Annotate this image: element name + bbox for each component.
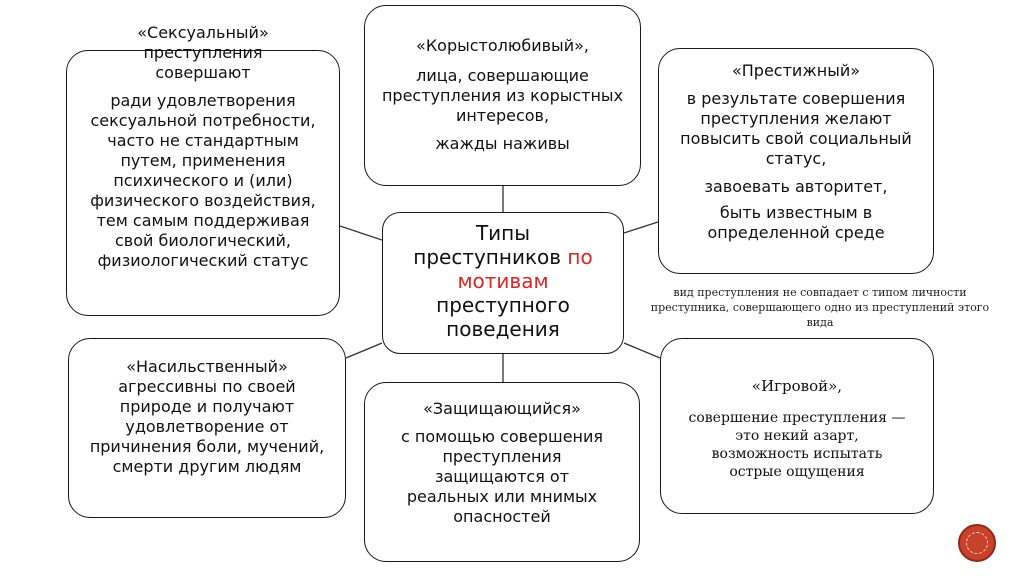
center-line-5: поведения — [446, 317, 560, 341]
type-box-violent — [68, 338, 346, 518]
seal-ring — [966, 532, 988, 554]
sexual-title: «Сексуальный» — [137, 23, 269, 42]
center-line-2 — [383, 245, 623, 269]
center-title — [383, 213, 623, 341]
prestige-text-3: быть известным в определенной среде — [707, 203, 885, 242]
prestige-title: «Престижный» — [731, 61, 861, 80]
defending-title: «Защищающийся» — [423, 399, 581, 418]
center-word-criminals: преступников — [413, 245, 562, 269]
greedy-text-1: лица, совершающие преступления из корыстных интересов, — [381, 66, 624, 125]
gaming-text-1: совершение преступления — это некий азарт, возможность испытать острые ощущения — [688, 410, 906, 480]
type-box-gaming — [660, 338, 934, 514]
type-box-sexual — [66, 23, 340, 316]
defending-text-1: с помощью совершения преступления защищаются от реальных или мнимых опасностей — [400, 427, 604, 526]
violent-title: «Насильственный» — [126, 357, 288, 376]
connector-violent — [346, 343, 382, 358]
greedy-title: «Корыстолюбивый», — [416, 36, 589, 55]
center-line-3: мотивам — [457, 269, 549, 293]
type-box-prestige — [658, 48, 934, 274]
center-line-4: преступного — [436, 293, 570, 317]
connector-gaming — [624, 343, 660, 358]
prestige-text-1: в результате совершения преступления желают повысить свой социальный статус, — [680, 89, 912, 168]
type-box-defending — [364, 382, 640, 562]
violent-text-1: агрессивны по своей природе и получают удовлетворение от причинения боли, мучений, смерти другим людям — [89, 377, 325, 476]
connector-sexual — [340, 226, 382, 240]
seal-logo-icon — [958, 524, 996, 562]
connector-prestige — [624, 222, 658, 233]
type-box-greedy — [364, 5, 641, 186]
gaming-title: «Игровой», — [751, 377, 843, 395]
greedy-text-2: жажды наживы — [435, 134, 570, 153]
center-word-po: по — [567, 245, 593, 269]
sexual-text-2: ради удовлетворения сексуальной потребности, часто не стандартным путем, применения психического и (или) физического воздействия, тем самым поддерживая свой биологический, физиологический статус — [90, 91, 316, 270]
prestige-text-2: завоевать авторитет, — [704, 177, 888, 196]
center-title-box — [382, 212, 624, 354]
center-line-1: Типы — [475, 221, 531, 245]
note-text: вид преступления не совпадает с типом личности преступника, совершающего одно из преступлений этого вида — [650, 286, 990, 329]
sexual-text-1: преступления совершают — [143, 43, 263, 82]
